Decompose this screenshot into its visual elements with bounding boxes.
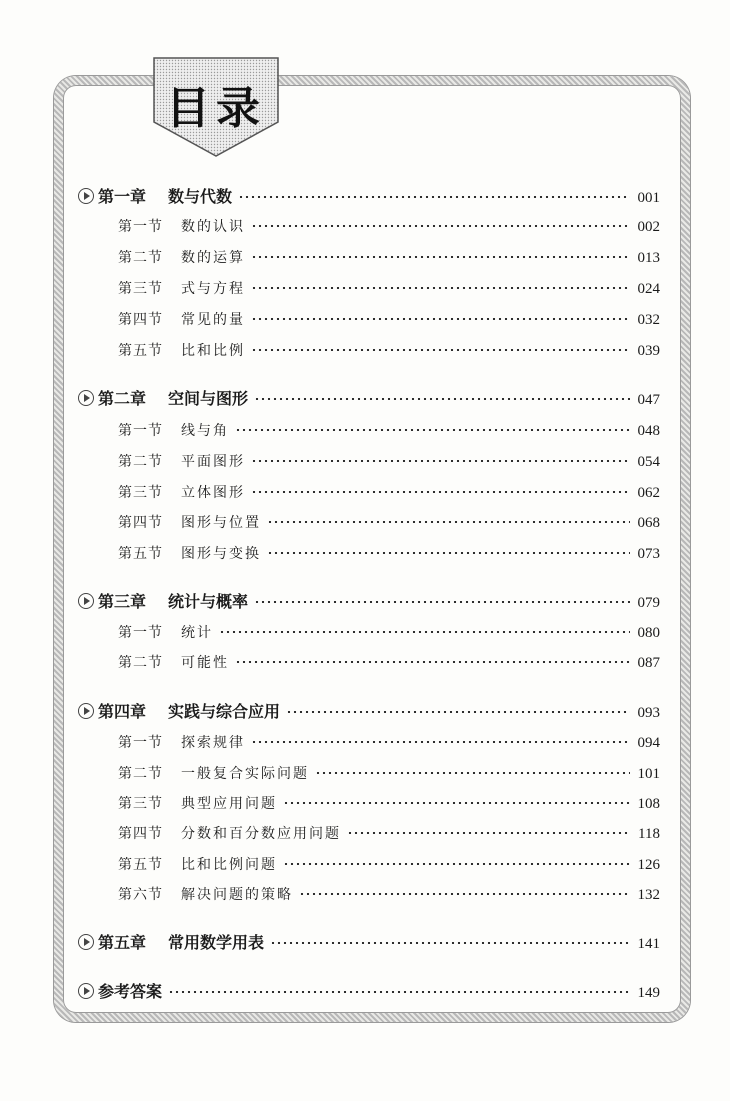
section-number: 第一节	[118, 219, 163, 235]
chapter-number: 第二章	[98, 389, 147, 408]
dot-leader	[235, 429, 630, 431]
page-number: 039	[637, 343, 660, 359]
section-title: 典型应用问题	[181, 796, 277, 812]
toc-section[interactable]	[118, 793, 660, 815]
chapter-number: 第五章	[98, 933, 147, 952]
section-number: 第四节	[118, 826, 163, 842]
page-number: 093	[637, 705, 660, 721]
page-number: 001	[637, 190, 660, 206]
page-number: 087	[637, 655, 660, 671]
play-arrow-icon	[78, 934, 94, 950]
page-number: 024	[637, 281, 660, 297]
toc-section[interactable]	[118, 451, 660, 473]
page-number: 141	[637, 936, 660, 952]
section-title: 数的运算	[181, 250, 245, 266]
section-title: 探索规律	[181, 735, 245, 751]
play-arrow-icon	[78, 188, 94, 204]
section-title: 比和比例	[181, 343, 245, 359]
dot-leader	[251, 349, 630, 351]
section-title: 解决问题的策略	[181, 887, 293, 903]
section-number: 第二节	[118, 766, 163, 782]
section-title: 图形与变换	[181, 546, 261, 562]
dot-leader	[251, 225, 630, 227]
page-number: 048	[637, 423, 660, 439]
section-title: 可能性	[181, 655, 229, 671]
dot-leader	[238, 196, 630, 198]
page-number: 062	[637, 485, 660, 501]
page-number: 013	[637, 250, 660, 266]
section-number: 第一节	[118, 625, 163, 641]
section-title: 一般复合实际问题	[181, 766, 309, 782]
section-title: 式与方程	[181, 281, 245, 297]
toc-section[interactable]	[118, 823, 660, 845]
section-number: 第六节	[118, 887, 163, 903]
section-number: 第五节	[118, 343, 163, 359]
dot-leader	[168, 991, 630, 993]
dot-leader	[267, 552, 630, 554]
chapter-title: 统计与概率	[168, 592, 249, 611]
chapter-title: 常用数学用表	[168, 933, 265, 952]
dot-leader	[254, 601, 630, 603]
play-arrow-icon	[78, 390, 94, 406]
page-number: 118	[638, 826, 660, 842]
section-number: 第三节	[118, 281, 163, 297]
page-number: 054	[637, 454, 660, 470]
section-number: 第四节	[118, 312, 163, 328]
section-title: 常见的量	[181, 312, 245, 328]
section-title: 比和比例问题	[181, 857, 277, 873]
chapter-title: 实践与综合应用	[168, 702, 281, 721]
section-number: 第一节	[118, 735, 163, 751]
page-number: 073	[637, 546, 660, 562]
section-title: 数的认识	[181, 219, 245, 235]
toc-section[interactable]	[118, 854, 660, 876]
section-title: 线与角	[181, 423, 229, 439]
play-arrow-icon	[78, 703, 94, 719]
section-number: 第一节	[118, 423, 163, 439]
dot-leader	[251, 741, 630, 743]
answers-title: 参考答案	[98, 982, 163, 1001]
chapter-number: 第三章	[98, 592, 147, 611]
page-number: 047	[637, 392, 660, 408]
page-number: 068	[637, 515, 660, 531]
toc-chapter-1[interactable]	[78, 186, 660, 208]
page-number: 149	[637, 985, 660, 1001]
dot-leader	[251, 318, 630, 320]
toc-section[interactable]	[118, 732, 660, 754]
dot-leader	[347, 832, 630, 834]
page-number: 126	[637, 857, 660, 873]
toc-title-badge	[150, 56, 282, 160]
dot-leader	[219, 631, 630, 633]
dot-leader	[283, 863, 630, 865]
toc-chapter-4[interactable]	[78, 701, 660, 723]
play-arrow-icon	[78, 593, 94, 609]
toc-section[interactable]	[118, 543, 660, 565]
play-arrow-icon	[78, 983, 94, 999]
section-number: 第三节	[118, 796, 163, 812]
toc-section[interactable]	[118, 340, 660, 362]
section-number: 第四节	[118, 515, 163, 531]
dot-leader	[286, 711, 630, 713]
dot-leader	[251, 491, 630, 493]
toc-section[interactable]	[118, 884, 660, 906]
toc-chapter-3[interactable]	[78, 591, 660, 613]
toc-section[interactable]	[118, 512, 660, 534]
dot-leader	[251, 287, 630, 289]
dot-leader	[251, 256, 630, 258]
page-number: 002	[637, 219, 660, 235]
page-number: 101	[637, 766, 660, 782]
dot-leader	[251, 460, 630, 462]
page-number: 080	[637, 625, 660, 641]
dot-leader	[254, 398, 630, 400]
section-number: 第二节	[118, 655, 163, 671]
page-number: 108	[637, 796, 660, 812]
section-number: 第二节	[118, 454, 163, 470]
chapter-number: 第一章	[98, 187, 147, 206]
chapter-title: 空间与图形	[168, 389, 249, 408]
toc-section[interactable]	[118, 247, 660, 269]
page-number: 079	[637, 595, 660, 611]
dot-leader	[315, 772, 630, 774]
page-number: 032	[637, 312, 660, 328]
toc-section[interactable]	[118, 482, 660, 504]
dot-leader	[267, 521, 630, 523]
toc-section[interactable]	[118, 763, 660, 785]
dot-leader	[299, 893, 630, 895]
dot-leader	[235, 661, 630, 663]
toc-answers[interactable]	[78, 981, 660, 1003]
page-number: 132	[637, 887, 660, 903]
toc-chapter-5[interactable]	[78, 932, 660, 954]
toc-title: 目录	[166, 83, 266, 134]
section-number: 第三节	[118, 485, 163, 501]
section-number: 第五节	[118, 857, 163, 873]
section-number: 第二节	[118, 250, 163, 266]
dot-leader	[283, 802, 630, 804]
chapter-number: 第四章	[98, 702, 147, 721]
chapter-title: 数与代数	[168, 187, 233, 206]
page-number: 094	[637, 735, 660, 751]
section-number: 第五节	[118, 546, 163, 562]
toc-section[interactable]	[118, 622, 660, 644]
section-title: 统计	[181, 625, 213, 641]
section-title: 平面图形	[181, 454, 245, 470]
toc-chapter-2[interactable]	[78, 388, 660, 410]
toc-section[interactable]	[118, 420, 660, 442]
toc-section[interactable]	[118, 278, 660, 300]
toc-section[interactable]	[118, 309, 660, 331]
toc-section[interactable]	[118, 652, 660, 674]
toc-section[interactable]	[118, 216, 660, 238]
dot-leader	[270, 942, 630, 944]
section-title: 立体图形	[181, 485, 245, 501]
section-title: 图形与位置	[181, 515, 261, 531]
section-title: 分数和百分数应用问题	[181, 826, 341, 842]
